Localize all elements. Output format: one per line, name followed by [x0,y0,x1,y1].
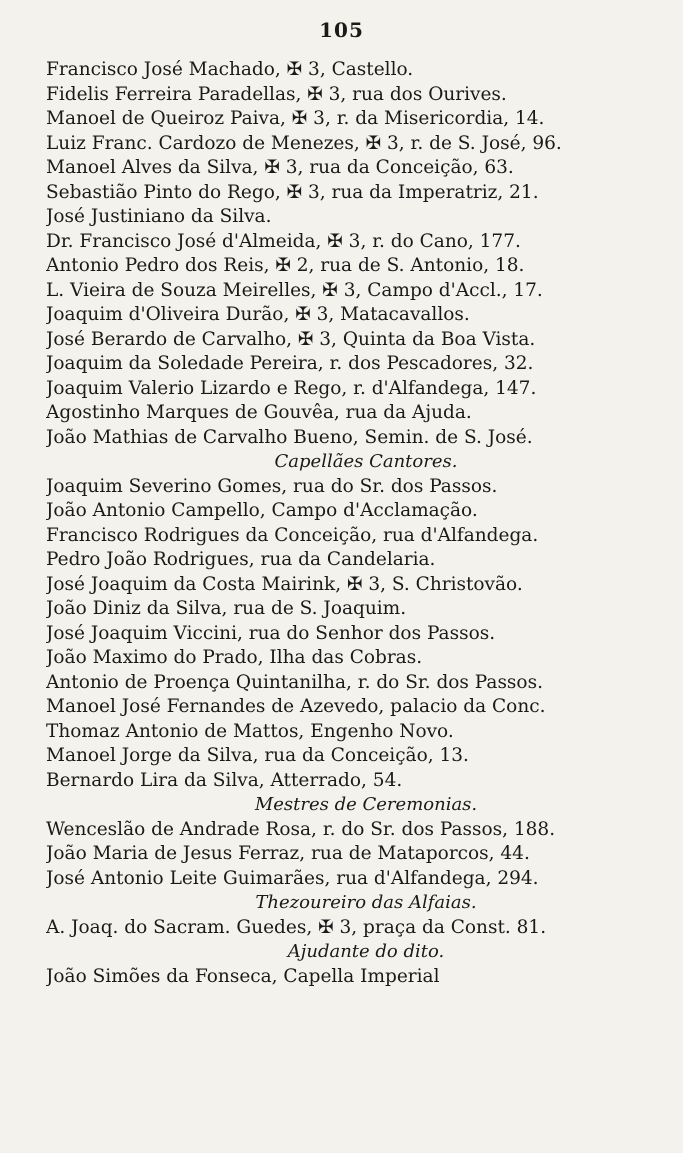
list-entry: Bernardo Lira da Silva, Atterrado, 54. [46,769,403,791]
list-entry: José Joaquim Viccini, rua do Senhor dos Passos. [46,622,496,644]
list-entry: João Antonio Campello, Campo d'Acclamação. [46,500,478,521]
list-entry: Francisco José Machado, ✠ 3, Castello. [46,59,414,80]
page-number: 105 [319,18,364,42]
list-entry: Manoel José Fernandes de Azevedo, palacio da Conc. [46,696,546,717]
text-body [46,58,646,989]
list-entry: Joaquim Severino Gomes, rua do Sr. dos Passos. [46,475,498,497]
list-entry: João Simões da Fonseca, Capella Imperial [46,965,440,987]
list-entry: João Maximo do Prado, Ilha das Cobras. [46,647,423,668]
section-heading: Ajudante do dito. [287,941,445,962]
list-entry: Antonio de Proença Quintanilha, r. do Sr. dos Passos. [46,671,543,693]
section-heading: Mestres de Ceremonias. [254,794,478,815]
list-entry: Joaquim da Soledade Pereira, r. dos Pescadores, 32. [46,353,534,374]
list-entry: João Diniz da Silva, rua de S. Joaquim. [46,598,407,619]
list-entry: Manoel de Queiroz Paiva, ✠ 3, r. da Misericordia, 14. [46,108,545,129]
list-entry: Joaquim Valerio Lizardo e Rego, r. d'Alfandega, 147. [46,377,537,399]
list-entry: Antonio Pedro dos Reis, ✠ 2, rua de S. Antonio, 18. [46,255,525,276]
list-entry: Francisco Rodrigues da Conceição, rua d'Alfandega. [46,524,539,546]
list-entry: Thomaz Antonio de Mattos, Engenho Novo. [46,720,454,742]
section-heading: Capellães Cantores. [274,451,458,472]
list-entry: Sebastião Pinto do Rego, ✠ 3, rua da Imperatriz, 21. [46,181,539,203]
list-entry: L. Vieira de Souza Meirelles, ✠ 3, Campo d'Accl., 17. [46,279,543,301]
list-entry: José Antonio Leite Guimarães, rua d'Alfandega, 294. [46,867,539,889]
list-entry: A. Joaq. do Sacram. Guedes, ✠ 3, praça da Const. 81. [46,916,547,938]
list-entry: Manoel Jorge da Silva, rua da Conceição, 13. [46,745,469,766]
list-entry: Dr. Francisco José d'Almeida, ✠ 3, r. do Cano, 177. [46,230,521,252]
list-entry: José Joaquim da Costa Mairink, ✠ 3, S. Christovão. [46,573,523,595]
list-entry: José Berardo de Carvalho, ✠ 3, Quinta da Boa Vista. [46,328,536,350]
list-entry: José Justiniano da Silva. [46,206,272,227]
list-entry: João Maria de Jesus Ferraz, rua de Mataporcos, 44. [46,843,530,864]
list-entry: Luiz Franc. Cardozo de Menezes, ✠ 3, r. de S. José, 96. [46,132,562,154]
section-heading: Thezoureiro das Alfaias. [255,892,477,913]
list-entry: Fidelis Ferreira Paradellas, ✠ 3, rua dos Ourives. [46,83,507,105]
list-entry: Pedro João Rodrigues, rua da Candelaria. [46,549,436,570]
list-entry: Manoel Alves da Silva, ✠ 3, rua da Conceição, 63. [46,157,514,178]
list-entry: João Mathias de Carvalho Bueno, Semin. de S. José. [46,426,533,448]
list-entry: Agostinho Marques de Gouvêa, rua da Ajuda. [46,402,472,423]
list-entry: Joaquim d'Oliveira Durão, ✠ 3, Matacavallos. [46,304,470,325]
list-entry: Wenceslão de Andrade Rosa, r. do Sr. dos Passos, 188. [46,818,556,840]
